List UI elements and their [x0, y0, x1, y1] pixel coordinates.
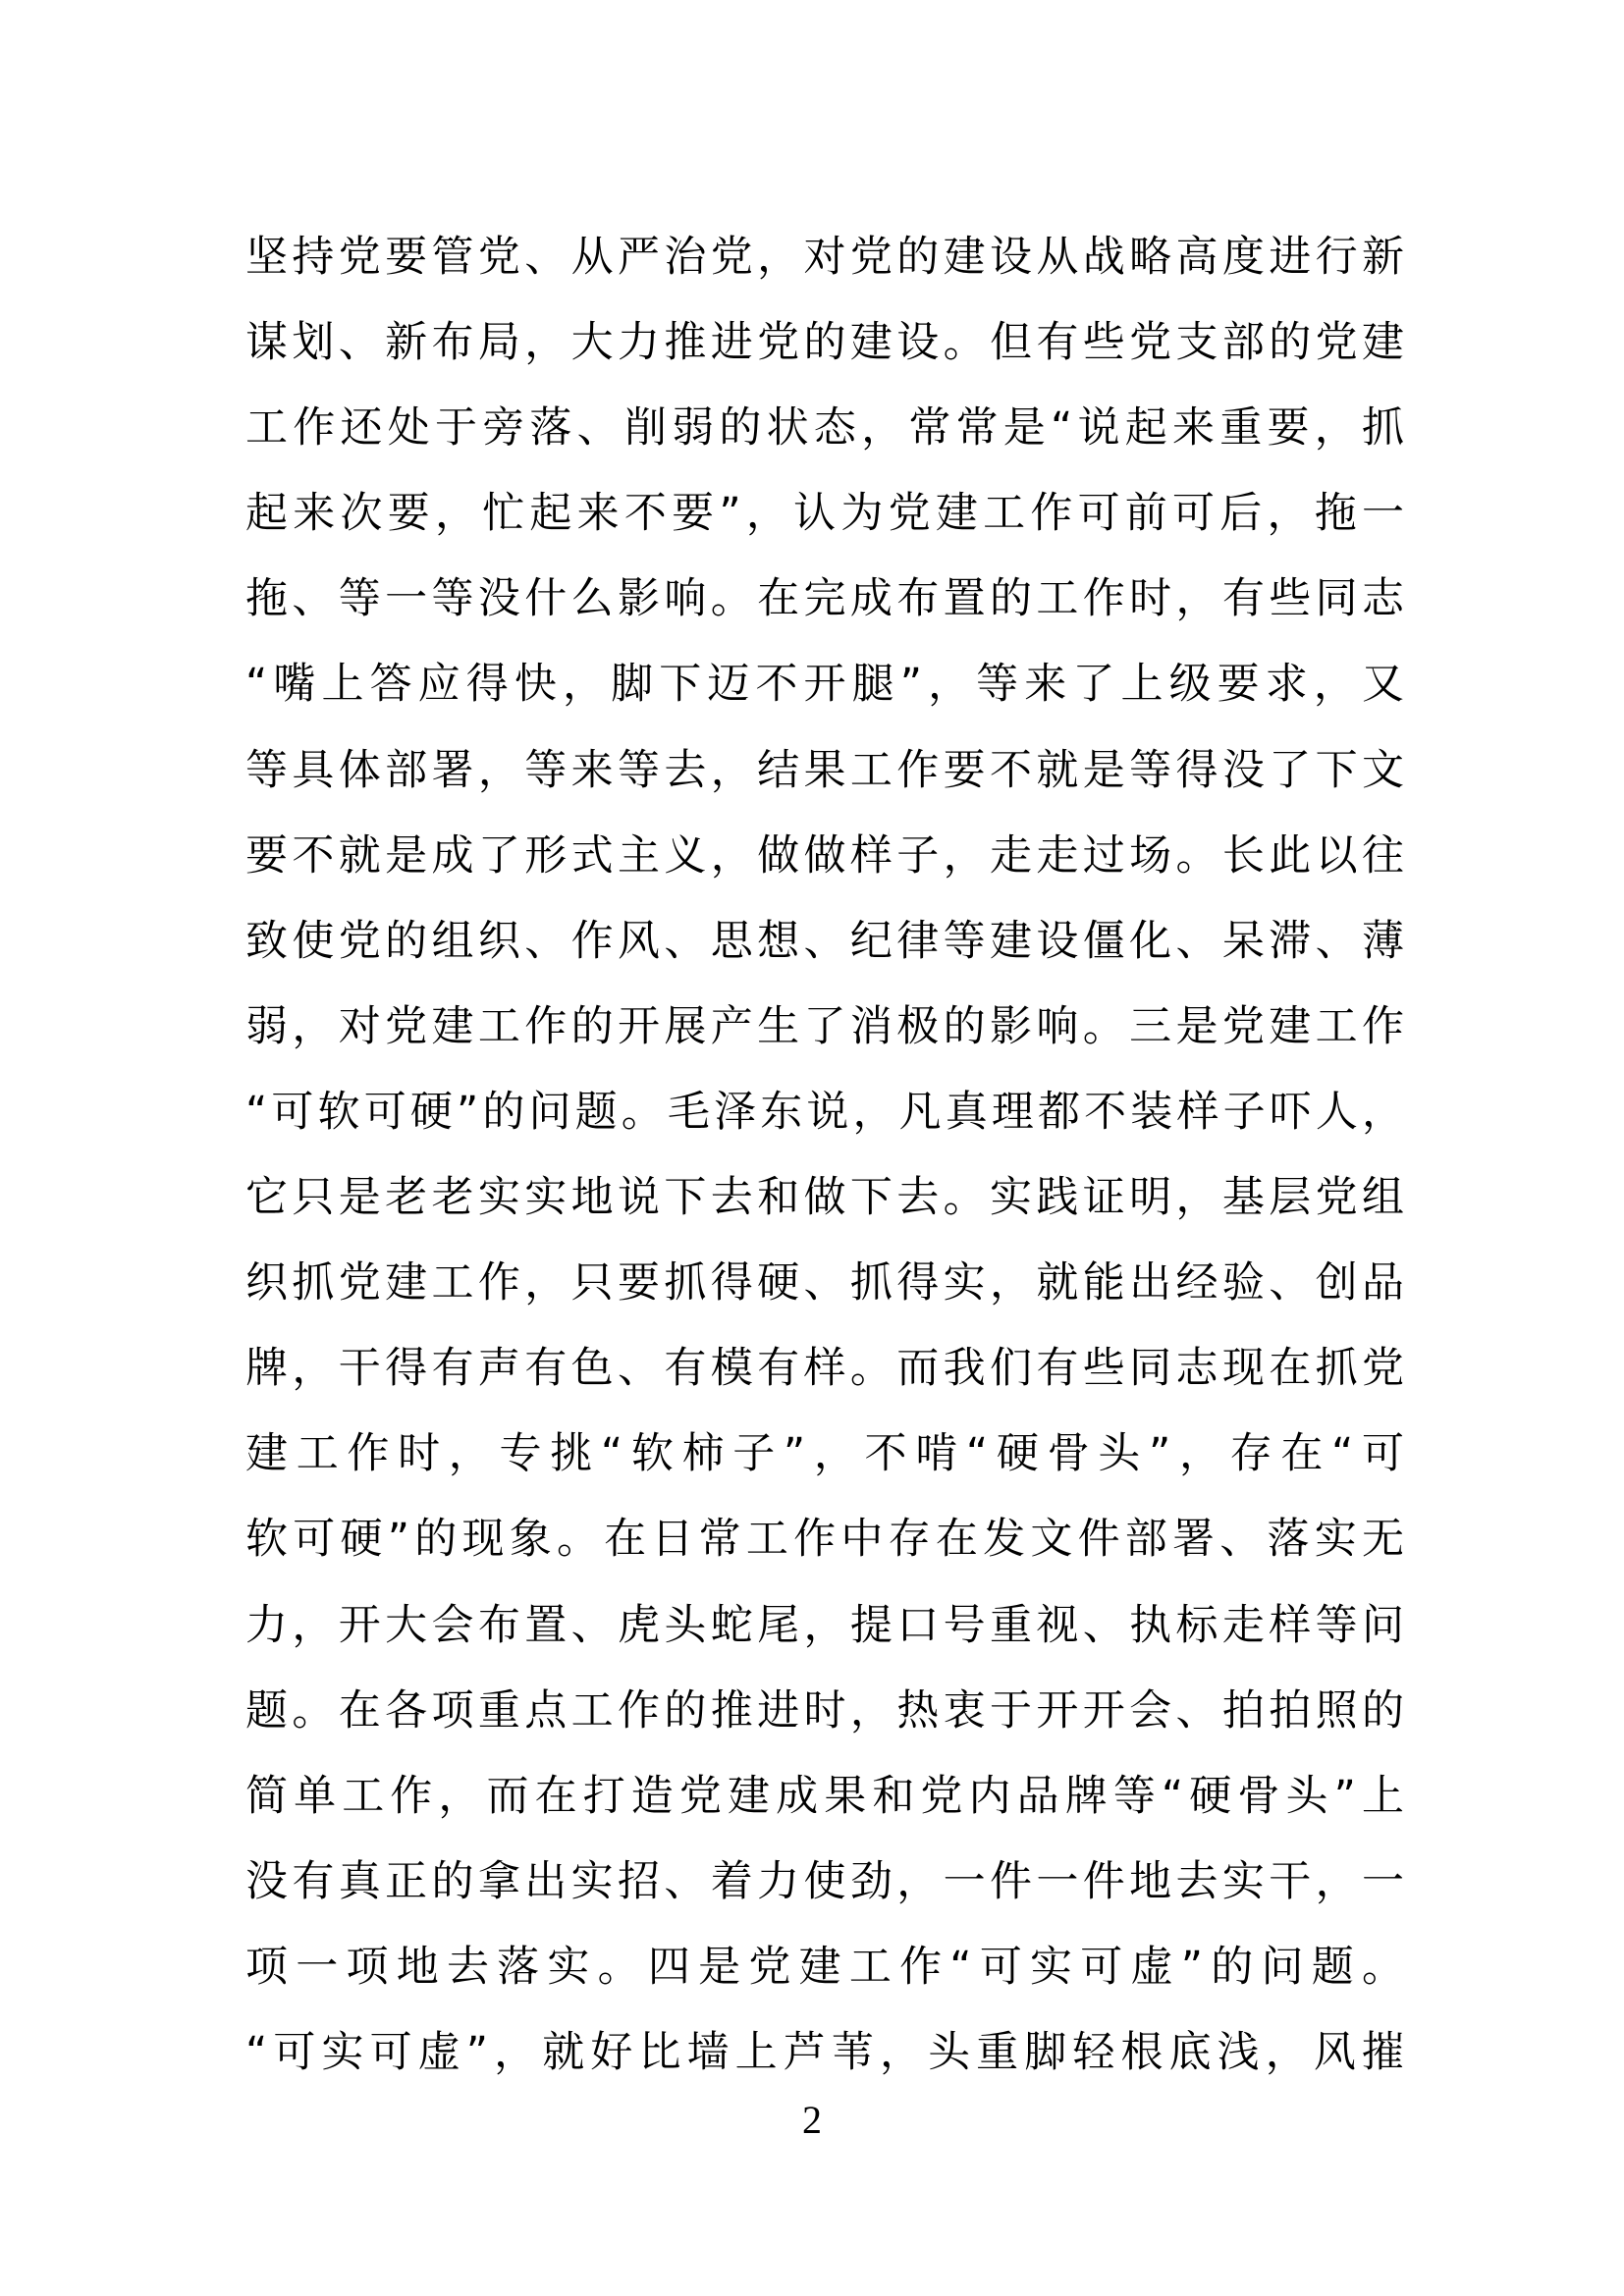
text-line: 弱，对党建工作的开展产生了消极的影响。三是党建工作	[245, 1001, 1404, 1051]
text-line: 它只是老老实实地说下去和做下去。实践证明，基层党组	[245, 1173, 1404, 1223]
text-line: 题。在各项重点工作的推进时，热衷于开开会、拍拍照的	[245, 1685, 1404, 1735]
text-line: 项一项地去落实。四是党建工作“可实可虚”的问题。	[245, 1942, 1404, 1992]
text-line: “嘴上答应得快，脚下迈不开腿”，等来了上级要求，又	[245, 660, 1404, 710]
text-line: 没有真正的拿出实招、着力使劲，一件一件地去实干，一	[245, 1856, 1404, 1906]
text-line: “可软可硬”的问题。毛泽东说，凡真理都不装样子吓人，	[245, 1087, 1404, 1137]
text-line: 工作还处于旁落、削弱的状态，常常是“说起来重要，抓	[245, 403, 1404, 454]
text-line: 简单工作，而在打造党建成果和党内品牌等“硬骨头”上	[245, 1771, 1404, 1821]
text-line: 要不就是成了形式主义，做做样子，走走过场。长此以往	[245, 830, 1404, 881]
text-line: 织抓党建工作，只要抓得硬、抓得实，就能出经验、创品	[245, 1258, 1404, 1308]
text-line: 拖、等一等没什么影响。在完成布置的工作时，有些同志	[245, 574, 1404, 624]
text-line: 谋划、新布局，大力推进党的建设。但有些党支部的党建	[245, 318, 1404, 368]
text-line: 起来次要，忙起来不要”，认为党建工作可前可后，拖一	[245, 489, 1404, 539]
body-text	[245, 215, 1404, 2096]
page-number: 2	[802, 2098, 822, 2142]
text-line: 致使党的组织、作风、思想、纪律等建设僵化、呆滞、薄	[245, 916, 1404, 966]
text-line: 等具体部署，等来等去，结果工作要不就是等得没了下文	[245, 745, 1404, 795]
text-line: 软可硬”的现象。在日常工作中存在发文件部署、落实无	[245, 1515, 1404, 1565]
text-line: “可实可虚”，就好比墙上芦苇，头重脚轻根底浅，风摧	[245, 2027, 1404, 2077]
text-line: 力，开大会布置、虎头蛇尾，提口号重视、执标走样等问	[245, 1600, 1404, 1650]
text-line: 坚持党要管党、从严治党，对党的建设从战略高度进行新	[245, 233, 1404, 282]
text-line: 牌，干得有声有色、有模有样。而我们有些同志现在抓党	[245, 1344, 1404, 1394]
text-line: 建工作时，专挑“软柿子”，不啃“硬骨头”，存在“可	[245, 1429, 1404, 1479]
